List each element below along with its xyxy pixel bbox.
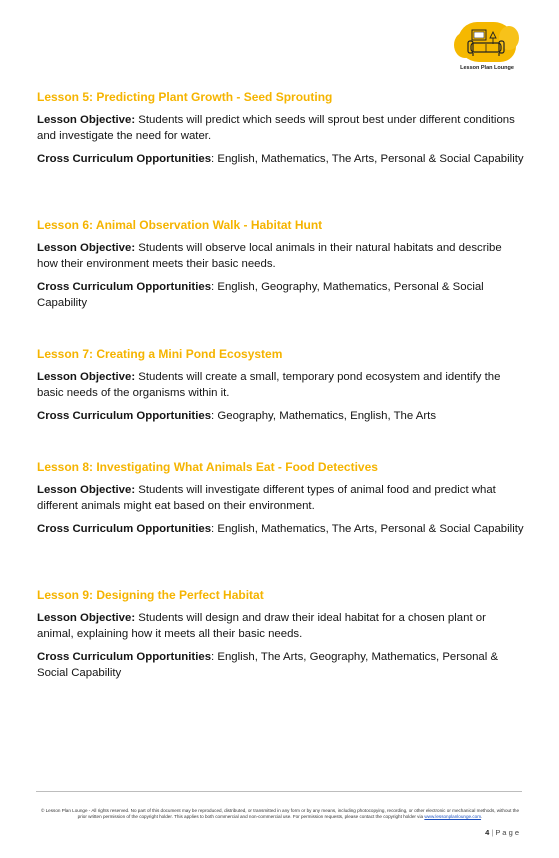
cross-label: Cross Curriculum Opportunities: [37, 410, 212, 422]
footer-divider: [36, 791, 522, 792]
lesson-objective: [37, 369, 525, 401]
lesson-objective: [37, 112, 525, 144]
lesson-6: [37, 218, 525, 318]
objective-text: Students will design and draw their ideal habitat for a chosen plant or animal, explaining how it meets all their basic needs.: [37, 612, 486, 640]
objective-text: Students will investigate different types of animal food and predict what different animals might eat based on their environment.: [37, 484, 496, 512]
brand-logo: [454, 20, 520, 74]
objective-text: Students will create a small, temporary pond ecosystem and identify the basic needs of the organisms within it.: [37, 371, 501, 399]
lesson-9: [37, 588, 525, 688]
cross-label: Cross Curriculum Opportunities: [37, 153, 212, 165]
cross-curriculum: [37, 408, 525, 424]
objective-label: Lesson Objective:: [37, 484, 136, 496]
page-word: P a g e: [495, 828, 519, 837]
page-separator: |: [489, 828, 496, 837]
lesson-objective: [37, 240, 525, 272]
link-suffix: .: [481, 814, 483, 820]
cross-text: : English, Mathematics, The Arts, Personal & Social Capability: [211, 153, 524, 165]
lesson-objective: [37, 610, 525, 642]
copyright-text: © Lesson Plan Lounge - All rights reserved. No part of this document may be reproduced, distributed, or transmitted in any form or by any means, including photocopying, recording, or other electronic or mechanical methods, without the prior written permission of the copyright holder. This applies to both commercial and non-commercial use. For permission requests, please contact the copyright holder via: [40, 808, 520, 820]
sofa-icon: [466, 26, 508, 60]
cross-label: Cross Curriculum Opportunities: [37, 651, 212, 663]
cross-curriculum: [37, 279, 525, 311]
logo-text: Lesson Plan Lounge: [460, 65, 514, 71]
lesson-objective: [37, 482, 525, 514]
lesson-5: [37, 90, 525, 174]
lesson-title: Lesson 9: Designing the Perfect Habitat: [37, 588, 264, 602]
lesson-title: Lesson 6: Animal Observation Walk - Habitat Hunt: [37, 218, 323, 232]
lesson-title: Lesson 8: Investigating What Animals Eat - Food Detectives: [37, 460, 378, 474]
cross-text: : English, Geography, Mathematics, Personal & Social Capability: [37, 281, 484, 309]
objective-label: Lesson Objective:: [37, 114, 136, 126]
cross-label: Cross Curriculum Opportunities: [37, 523, 212, 535]
cross-curriculum: [37, 649, 525, 681]
cross-text: : English, Mathematics, The Arts, Personal & Social Capability: [211, 523, 524, 535]
lesson-8: [37, 460, 525, 544]
cross-text: : Geography, Mathematics, English, The Arts: [211, 410, 437, 422]
objective-text: Students will observe local animals in their natural habitats and describe how their environment meets their basic needs.: [37, 242, 502, 270]
objective-label: Lesson Objective:: [37, 371, 136, 383]
cross-text: : English, The Arts, Geography, Mathematics, Personal & Social Capability: [37, 651, 499, 679]
lesson-7: [37, 347, 525, 431]
lesson-title: Lesson 5: Predicting Plant Growth - Seed Sprouting: [37, 90, 333, 104]
cross-curriculum: [37, 521, 525, 537]
page-number: [485, 828, 519, 837]
copyright-notice: [36, 808, 524, 821]
cross-label: Cross Curriculum Opportunities: [37, 281, 212, 293]
page-number-value: 4: [485, 828, 490, 837]
objective-text: Students will predict which seeds will sprout best under different conditions and investigate the need for water.: [37, 114, 515, 142]
objective-label: Lesson Objective:: [37, 242, 136, 254]
cross-curriculum: [37, 151, 525, 167]
objective-label: Lesson Objective:: [37, 612, 136, 624]
lesson-title: Lesson 7: Creating a Mini Pond Ecosystem: [37, 347, 283, 361]
website-link[interactable]: www.lessonplanlounge.com: [424, 814, 482, 820]
